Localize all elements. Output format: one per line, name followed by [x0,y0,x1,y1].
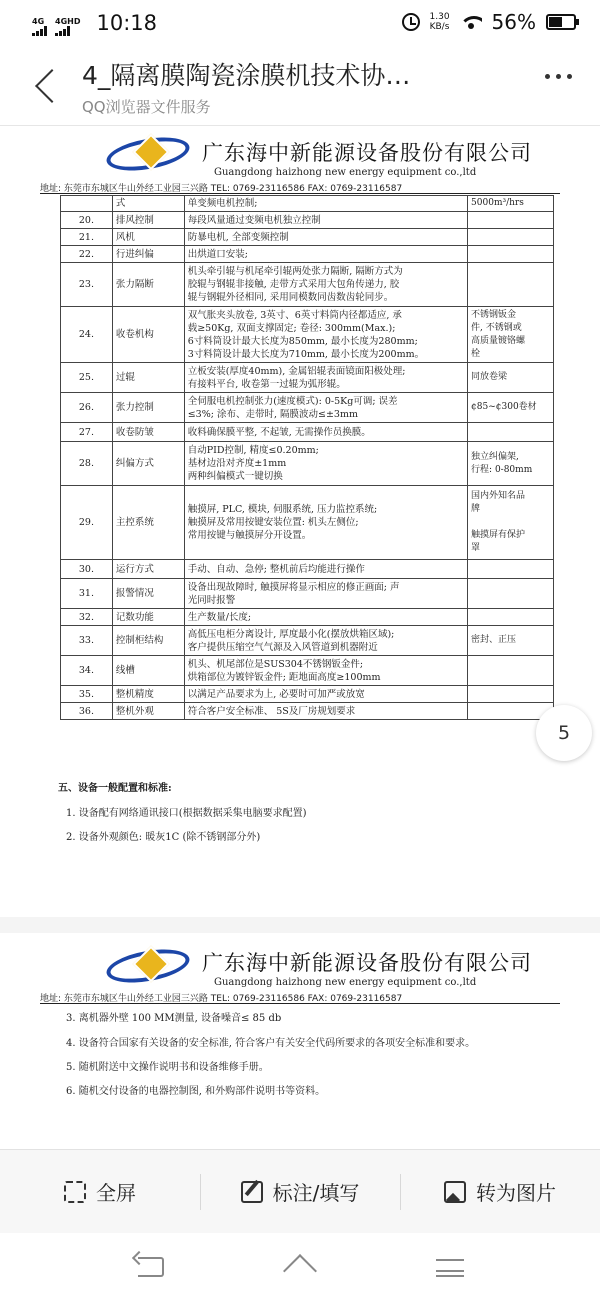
row-item-name: 纠偏方式 [112,442,184,486]
description-line: 触摸屏及常用按键安装位置: 机头左侧位; [187,517,359,528]
net-speed [430,12,450,32]
nav-home-icon[interactable] [282,1251,318,1281]
back-button[interactable] [26,62,66,110]
nav-back-icon[interactable] [132,1251,168,1281]
wifi-icon [460,14,482,30]
description-line: 机头牵引辊与机尾牵引辊两处张力隔断, 隔断方式为 [187,266,403,277]
description-line: 每段风量通过变频电机独立控制 [187,214,321,226]
document-title: 4_隔离膜陶瓷涂膜机技术协… [82,61,411,90]
note-line: 罩 [471,543,481,553]
table-row [61,703,554,720]
row-note [468,196,554,212]
row-number: 34. [61,656,113,686]
row-number [61,196,113,212]
row-item-name: 行进纠偏 [112,246,184,263]
row-description [184,442,467,486]
description-line: 立板安装(厚度40mm), 金属铝辊表面镜面阳极处理; [187,365,406,377]
description-line: 符合客户安全标准、 5S及厂房规划要求 [187,705,356,717]
row-note [468,263,554,307]
row-item-name: 整机外观 [112,703,184,720]
fullscreen-icon [64,1181,86,1203]
description-line: 高低压电柜分离设计, 厚度最小化(摆放烘箱区域); [187,628,395,640]
row-number: 29. [61,486,113,560]
row-description [184,246,467,263]
row-description [184,196,467,212]
description-line: 双气胀夹头放卷, 3英寸、6英寸料筒内径都适应, 承 [187,309,402,321]
section-title: 五、设备一般配置和标准: [58,783,172,794]
battery-fill [549,17,562,27]
description-line: 客户提供压缩空气气源及入风管道到机器附近 [187,641,378,653]
description-line: 以满足产品要求为上, 必要时可加严或放宽 [187,688,365,700]
row-note [468,626,554,656]
table-row [61,263,554,307]
note-line: 密封、正压 [471,635,517,645]
convert-to-image-label: 转为图片 [476,1181,556,1205]
row-item-name: 收卷防皱 [112,423,184,442]
description-line: 常用按键与触摸屏分开设置。 [187,530,312,541]
row-note [468,579,554,609]
signal-1 [32,18,47,36]
edit-icon [241,1181,263,1203]
row-item-name: 张力隔断 [112,263,184,307]
row-item-name: 整机精度 [112,686,184,703]
fullscreen-label: 全屏 [96,1181,136,1205]
table-row [61,486,554,560]
signal-2-label: 4GHD [55,17,81,26]
company-address: 地址: 东莞市东城区牛山外经工业园三兴路 TEL: 0769-23116586 FAX: 0769-23116587 [40,994,403,1004]
section-item: 6. 随机交付设备的电器控制图, 和外购部件说明书等资料。 [66,1086,326,1097]
document-page [0,127,600,917]
net-speed-unit: KB/s [429,22,450,32]
row-item-name: 式 [112,196,184,212]
row-number: 26. [61,393,113,423]
row-item-name: 记数功能 [112,609,184,626]
annotate-label: 标注/填写 [272,1181,360,1205]
spec-table [60,195,554,720]
document-page-2 [0,933,600,1149]
row-item-name: 运行方式 [112,560,184,579]
table-row [61,307,554,363]
row-note [468,393,554,423]
description-line: 收料确保膜平整, 不起皱, 无需操作员换膜。 [187,426,371,438]
annotate-button[interactable] [200,1150,400,1233]
description-line: 单变频电机控制; [187,198,258,209]
note-line: ¢85~¢300卷材 [471,402,537,412]
table-row [61,626,554,656]
row-number: 28. [61,442,113,486]
row-description [184,486,467,560]
table-row [61,393,554,423]
section-item: 4. 设备符合国家有关设备的安全标准, 符合客户有关安全代码所要求的各项安全标准和要求。 [66,1038,476,1049]
company-logo-icon [106,945,192,989]
row-number: 35. [61,686,113,703]
row-description [184,686,467,703]
description-line: 生产数量/长度; [187,611,252,623]
description-line: 基材边沿对齐度±1mm [187,458,287,469]
row-item-name: 线槽 [112,656,184,686]
signal-2 [55,18,80,36]
row-note [468,246,554,263]
section-item: 3. 离机器外壁 100 MM测量, 设备噪音≤ 85 db [66,1013,282,1024]
table-row [61,423,554,442]
row-item-name: 控制柜结构 [112,626,184,656]
row-note [468,229,554,246]
status-bar [0,0,600,46]
note-line: 栓 [471,348,481,359]
row-note [468,656,554,686]
row-description [184,579,467,609]
row-number: 32. [61,609,113,626]
description-line: 两种纠偏模式一键切换 [187,471,283,482]
system-nav-bar [0,1233,600,1300]
row-description [184,656,467,686]
row-number: 24. [61,307,113,363]
table-row [61,560,554,579]
row-description [184,703,467,720]
header-divider [40,1003,560,1004]
signal-1-label: 4G [32,17,45,26]
image-icon [444,1181,466,1203]
note-line: 独立纠偏架, [471,451,519,462]
description-line: 设备出现故障时, 触摸屏将显示相应的修正画面; 声 [187,581,400,593]
note-line: 件, 不锈钢或 [471,322,522,333]
row-note [468,442,554,486]
row-description [184,560,467,579]
fullscreen-button[interactable] [0,1150,200,1233]
description-line: 机头、机尾部位是SUS304不锈钢钣金件; [187,658,364,670]
row-description [184,212,467,229]
description-line: 胶辊与钢辊非接触, 走带方式采用大包角传递力, 胶 [187,279,400,290]
row-number: 36. [61,703,113,720]
header-divider [40,193,560,194]
row-item-name: 张力控制 [112,393,184,423]
description-line: 载≥50Kg, 双面支撑固定; 卷径: 300mm(Max.); [187,322,396,334]
row-note [468,212,554,229]
row-number: 25. [61,363,113,393]
row-item-name: 主控系统 [112,486,184,560]
description-line: 防暴电机, 全部变频控制 [187,231,289,243]
row-description [184,263,467,307]
note-line: 不锈钢钣金 [471,309,517,320]
table-row [61,246,554,263]
convert-to-image-button[interactable] [400,1150,600,1233]
row-number: 30. [61,560,113,579]
description-line: 光同时报警 [187,594,236,606]
row-description [184,363,467,393]
company-name-en: Guangdong haizhong new energy equipment co.,ltd [214,167,477,178]
row-description [184,393,467,423]
note-line: 高质量镀铬螺 [471,335,526,346]
company-logo-icon [106,133,192,177]
alarm-icon [402,13,420,31]
row-description [184,423,467,442]
row-note [468,307,554,363]
description-line: 触摸屏, PLC, 模块, 伺服系统, 压力监控系统; [187,504,378,515]
table-row [61,442,554,486]
battery-icon [546,14,576,30]
row-note [468,423,554,442]
header [0,46,600,126]
description-line: 烘箱部位为镀锌钣金件; 距地面高度≥100mm [187,671,381,683]
note-line [471,516,550,529]
table-row [61,363,554,393]
description-line: 出烘道口安装; [187,248,248,260]
row-number: 27. [61,423,113,442]
row-description [184,229,467,246]
document-subtitle: QQ浏览器文件服务 [82,98,211,116]
description-line: 自动PID控制, 精度≤0.20mm; [187,445,319,456]
row-number: 21. [61,229,113,246]
description-line: 全伺服电机控制张力(速度模式): 0-5Kg可调; 误差 [187,395,398,407]
note-line: 5000m³/hrs [471,198,524,208]
company-name-cn: 广东海中新能源设备股份有限公司 [202,951,532,975]
table-row [61,212,554,229]
row-item-name: 排风控制 [112,212,184,229]
table-row [61,229,554,246]
table-row [61,656,554,686]
note-line: 同放卷梁 [471,372,508,382]
clock: 10:18 [96,11,157,35]
status-left [32,10,157,36]
row-note [468,686,554,703]
row-number: 22. [61,246,113,263]
description-line: 有接料平台, 收卷第一过辊为弧形辊。 [187,378,346,390]
note-line: 牌 [471,504,481,514]
company-name-en: Guangdong haizhong new energy equipment co.,ltd [214,977,477,988]
row-number: 33. [61,626,113,656]
row-description [184,626,467,656]
description-line: 3寸料筒设计最大长度为710mm, 最小长度为200mm。 [187,348,425,360]
row-item-name: 过辊 [112,363,184,393]
net-speed-value: 1.30 [429,12,450,22]
description-line: 手动、自动、急停; 整机前后均能进行操作 [187,563,365,575]
row-note [468,486,554,560]
section-item: 2. 设备外观颜色: 暖灰1C (除不锈钢部分外) [66,832,261,843]
row-description [184,307,467,363]
section-item: 5. 随机附送中文操作说明书和设备维修手册。 [66,1062,269,1073]
company-name-cn: 广东海中新能源设备股份有限公司 [202,141,532,165]
note-line: 触摸屏有保护 [471,530,526,540]
row-note [468,363,554,393]
table-row [61,686,554,703]
note-line: 国内外知名品 [471,491,526,501]
table-row [61,579,554,609]
row-number: 31. [61,579,113,609]
table-row [61,196,554,212]
signal-bars-icon [55,26,70,36]
more-options-button[interactable] [545,74,572,79]
description-line: 6寸料筒设计最大长度为850mm, 最小长度为280mm; [187,335,418,347]
company-address: 地址: 东莞市东城区牛山外经工业园三兴路 TEL: 0769-23116586 FAX: 0769-23116587 [40,184,403,194]
battery-percent: 56% [491,10,536,34]
row-item-name: 收卷机构 [112,307,184,363]
action-bar [0,1149,600,1233]
signal-bars-icon [32,26,47,36]
row-item-name: 报警情况 [112,579,184,609]
page-number-button[interactable]: 5 [536,705,592,761]
table-row [61,609,554,626]
row-number: 23. [61,263,113,307]
description-line: ≤3%; 涂布、走带时, 隔膜波动≤±3mm [187,408,358,420]
description-line: 辊与钢辊外径相同, 采用同模数同齿数齿轮同步。 [187,292,394,303]
row-note [468,609,554,626]
nav-menu-icon[interactable] [432,1251,468,1281]
document-viewer[interactable] [0,127,600,1149]
row-description [184,609,467,626]
row-note [468,560,554,579]
note-line: 行程: 0-80mm [471,464,533,475]
section-item: 1. 设备配有网络通讯接口(根据数据采集电脑要求配置) [66,808,307,819]
row-number: 20. [61,212,113,229]
status-right [402,10,577,34]
row-item-name: 风机 [112,229,184,246]
